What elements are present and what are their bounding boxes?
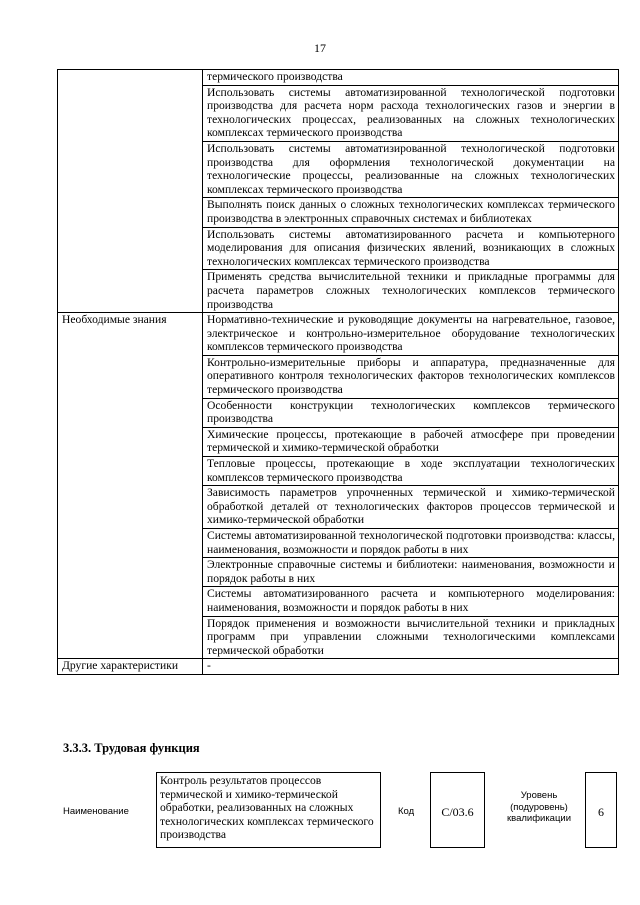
row-text: Нормативно-технические и руководящие документы на нагревательное, газовое, электрическое и контрольно-измерительное оборудование технологических комплексов термического производства (203, 313, 619, 356)
table-row (58, 313, 619, 356)
row-text: Системы автоматизированной технологической подготовки производства: классы, наименования, возможности и порядок работы в них (203, 529, 619, 558)
row-text: Порядок применения и возможности вычислительной техники и прикладных программ при управлении сложными технологическими комплексами термической обработки (203, 616, 619, 659)
page-number: 17 (314, 41, 326, 55)
row-text: Контрольно-измерительные приборы и аппаратура, предназначенные для оперативного контроля технологических факторов технологических комплексов термического производства (203, 355, 619, 398)
row-text: Зависимость параметров упрочненных термической и химико-термической обработкой деталей от технологических факторов процессов термической и химико-термической обработки (203, 486, 619, 529)
row-text: Тепловые процессы, протекающие в ходе эксплуатации технологических комплексов термического производства (203, 457, 619, 486)
requirements-table (57, 69, 619, 675)
function-name-value: Контроль результатов процессов термической и химико-термической обработки, реализованных на сложных технологических комплексах термического производства (156, 772, 381, 848)
table-row (58, 70, 619, 86)
code-value: C/03.6 (430, 772, 485, 848)
row-text: Использовать системы автоматизированной технологической подготовки производства для оформления технологической документации на технологические процессы, реализованные на сложных технологических комплексах термического производства (203, 141, 619, 197)
row-text: Применять средства вычислительной техники и прикладные программы для расчета параметров сложных технологических комплексов термического производства (203, 270, 619, 313)
table-row (58, 659, 619, 675)
row-text: Химические процессы, протекающие в рабочей атмосфере при проведении термической и химико-термической обработки (203, 427, 619, 456)
level-label: Уровень (подуровень) квалификации (506, 790, 572, 824)
function-name-label: Наименование (63, 806, 129, 817)
section-heading: 3.3.3. Трудовая функция (63, 741, 200, 755)
row-text: Использовать системы автоматизированной технологической подготовки производства для расчета норм расхода технологических газов и энергии в технологических процессах, реализованных на сложных технологических комплексах термического производства (203, 85, 619, 141)
row-text: Особенности конструкции технологических комплексов термического производства (203, 398, 619, 427)
row-label-other: Другие характеристики (58, 659, 203, 675)
code-label: Код (398, 806, 415, 817)
row-text: Электронные справочные системы и библиотеки: наименования, возможности и порядок работы в них (203, 558, 619, 587)
row-text: Выполнять поиск данных о сложных технологических комплексах термического производства в электронных справочных системах и библиотеках (203, 198, 619, 227)
row-text: термического производства (203, 70, 619, 86)
level-value: 6 (585, 772, 617, 848)
row-label (58, 70, 203, 313)
row-text: Системы автоматизированного расчета и компьютерного моделирования: наименования, возможности и порядок работы в них (203, 587, 619, 616)
row-text: - (203, 659, 619, 675)
row-label-knowledge: Необходимые знания (58, 313, 203, 659)
row-text: Использовать системы автоматизированного расчета и компьютерного моделирования для описания физических явлений, возникающих в сложных технологических комплексах термического производства (203, 227, 619, 270)
